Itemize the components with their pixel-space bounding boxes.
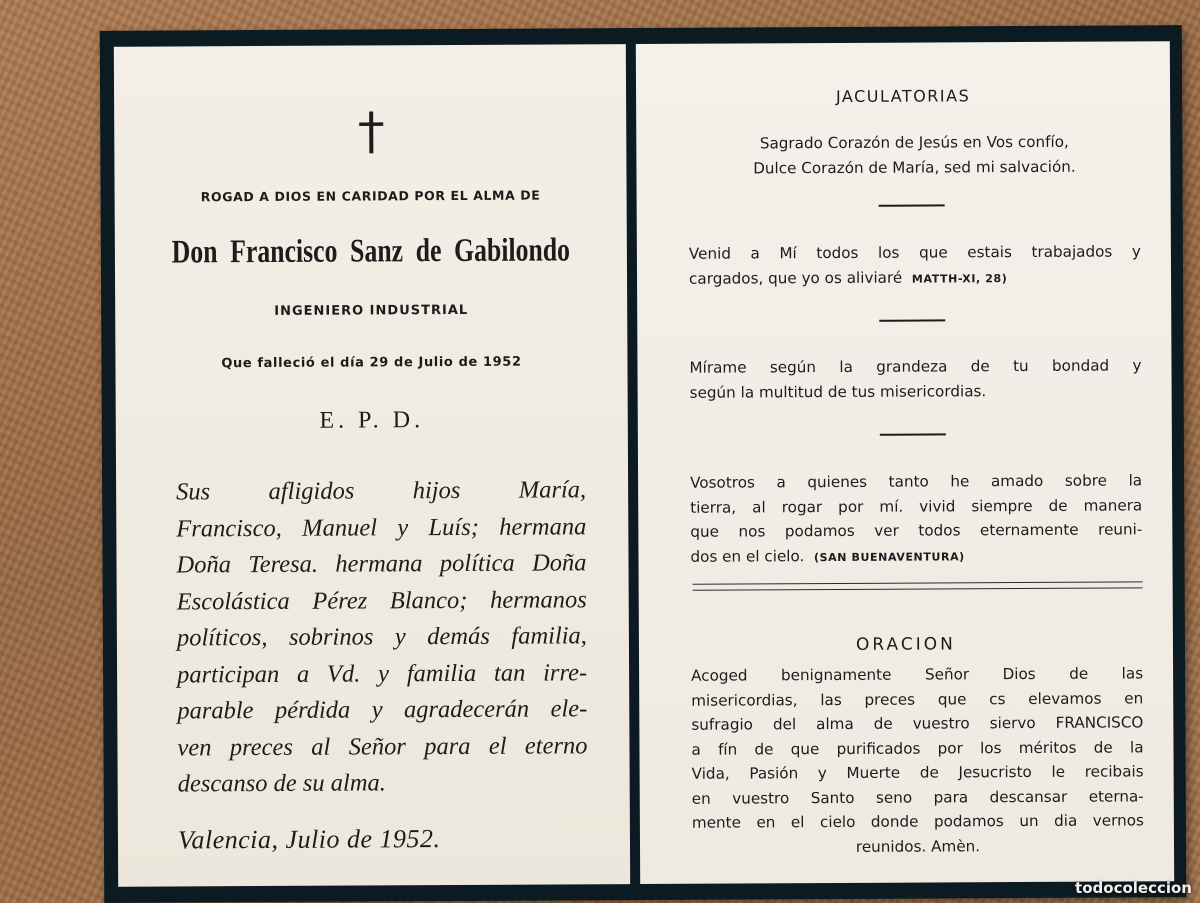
family-announcement [176,472,588,803]
jaculatoria-text: cargados, que yo os aliviaré [688,268,903,288]
jaculatoria-line: tierra, al rogar por mí. vivid siempre de manera [690,495,1143,517]
profession: INGENIERO INDUSTRIAL [274,302,469,319]
oracion-line: Acoged benignamente Señor Dios de las [691,664,1144,685]
announcement-line: Sus afligidos hijos María, [176,476,587,506]
jaculatoria-1 [688,129,1140,180]
oracion-line: misericordias, las preces que cs elevamos en [691,688,1144,710]
double-divider [693,581,1143,590]
jaculatoria-line: Dulce Corazón de María, sed mi salvación. [753,157,1076,177]
deceased-name: Don Francisco Sanz de Gabilondo [171,232,571,271]
cross-icon [357,111,385,153]
announcement-line: Doña Teresa. hermana política Doña [176,549,587,579]
left-page [114,44,630,887]
oracion-line: mente en el cielo donde podamos un dia vernos [691,811,1144,832]
jaculatorias-title: JACULATORIAS [835,86,971,106]
oracion-title: ORACION [855,634,956,655]
divider [879,204,945,206]
announcement-line: parable pérdida y agradecerán ele- [177,695,588,725]
jaculatoria-3 [689,353,1141,404]
death-date-line: Que falleció el día 29 de Julio de 1952 [221,354,522,372]
saint-reference: (SAN BUENAVENTURA) [813,549,965,564]
right-page [636,41,1174,884]
oracion-line: a fín de que purificados por los méritos de la [691,737,1144,759]
announcement-line: Escolástica Pérez Blanco; hermanos [176,585,587,615]
jaculatoria-line [690,542,1142,571]
jaculatoria-4 [690,468,1143,570]
jaculatoria-2 [689,239,1141,292]
epd-text: E. P. D. [319,407,425,434]
announcement-line: participan a Vd. y familia tan irre- [177,658,588,688]
oracion-line: Vida, Pasión y Muerte de Jesucristo le recibais [691,762,1144,783]
prayer-heading: ROGAD A DIOS EN CARIDAD POR EL ALMA DE [200,187,541,205]
jaculatoria-line: Mírame según la grandeza de tu bondad y [689,356,1142,377]
announcement-line: ven preces al Señor para el eterno [177,731,588,761]
oracion-line: reunidos. Amèn. [855,836,981,856]
announcement-line: descanso de su alma. [177,769,386,798]
divider [879,319,945,321]
watermark: todocoleccion [1075,879,1192,897]
announcement-line: políticos, sobrinos y demás familia, [176,622,587,652]
divider [880,433,946,435]
jaculatoria-line: Venid a Mí todos los que estais trabajados y [688,242,1141,263]
oracion-line: sufragio del alma de vuestro siervo FRANCISCO [691,713,1144,734]
oracion-text [691,661,1144,859]
jaculatoria-line: que nos podamos ver todos eternamente reuni- [690,520,1143,541]
jaculatoria-text: dos en el cielo. [690,546,805,566]
oracion-line: en vuestro Santo seno para descansar eterna- [691,786,1144,808]
memorial-card [100,25,1187,903]
jaculatoria-line [689,264,1141,293]
jaculatoria-line: Sagrado Corazón de Jesús en Vos confío, [759,132,1069,153]
jaculatoria-line: Vosotros a quienes tanto he amado sobre la [690,471,1143,492]
place-date: Valencia, Julio de 1952. [177,824,441,855]
jaculatoria-line: según la multitud de tus misericordias. [689,381,987,402]
bible-reference: MATTH-XI, 28) [911,271,1008,286]
announcement-line: Francisco, Manuel y Luís; hermana [176,512,587,542]
